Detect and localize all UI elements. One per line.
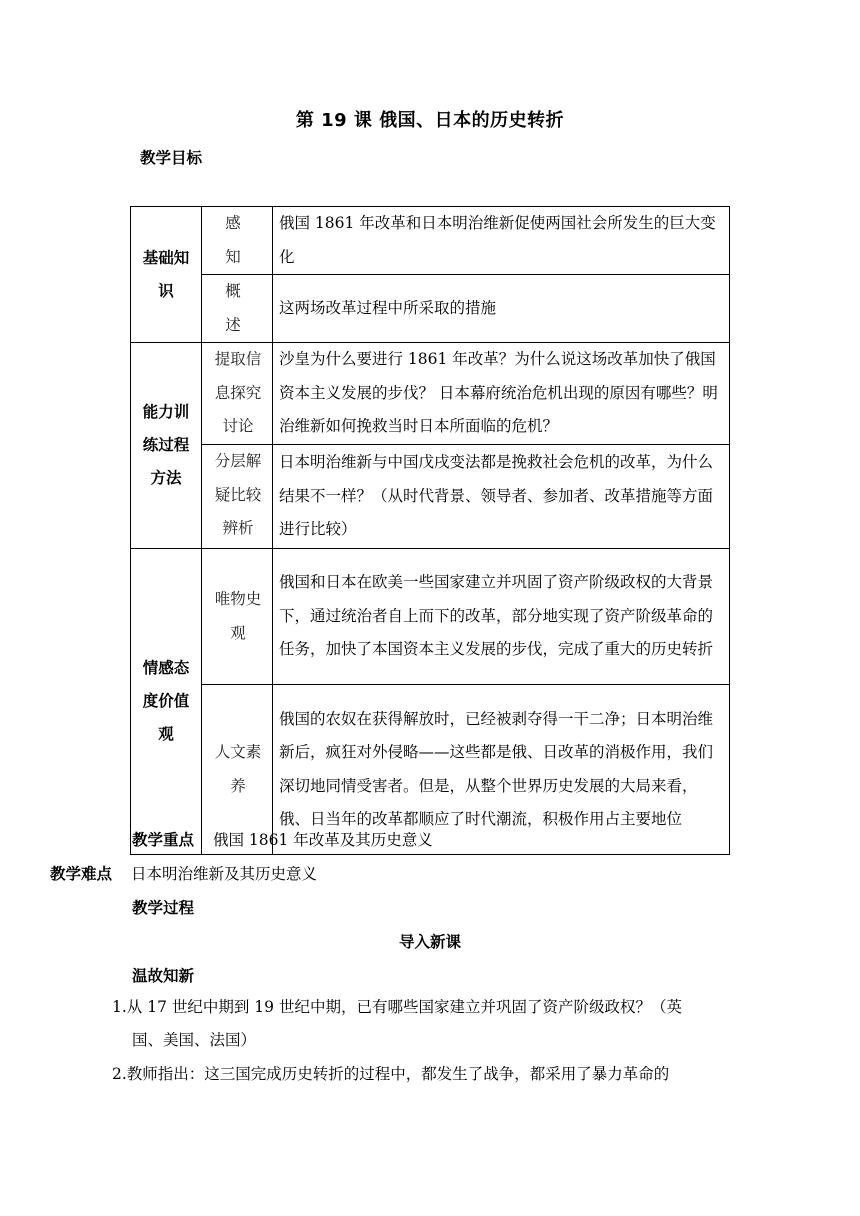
category-label: 情感态度价值 观 — [142, 659, 190, 743]
sub-label — [202, 343, 273, 445]
table-cell-text: 俄国的农奴在获得解放时，已经被剥夺得一干二净；日本明治维新后，疯狂对外侵略——这些都是俄、日改革的消极作用，我们深切地同情受害者。但是，从整个世界历史发展的大局来看，俄、日当年的改革都顺应了时代潮流，积极作用占主要地位 — [273, 685, 730, 855]
table-row — [131, 445, 730, 549]
sub-label-text: 人文素养 — [214, 743, 262, 795]
table-cell-text: 这两场改革过程中所采取的措施 — [273, 275, 730, 343]
review-heading: 温故知新 — [132, 967, 195, 985]
difficult-point-label: 教学难点 — [50, 865, 113, 883]
key-point-label: 教学重点 — [132, 831, 195, 849]
table-cell-text: 沙皇为什么要进行 1861 年改革？为什么说这场改革加快了俄国资本主义发展的步伐？ 日本幕府统治危机出现的原因有哪些？明治维新如何挽救当时日本所面临的危机？ — [273, 343, 730, 445]
key-point — [132, 828, 433, 850]
category-emotion — [131, 549, 202, 855]
list-item-line: 1.从 17 世纪中期到 19 世纪中期，已有哪些国家建立并巩固了资产阶级政权？（英 — [112, 998, 682, 1016]
category-ability — [131, 343, 202, 549]
table-row — [131, 549, 730, 685]
difficult-point-text: 日本明治维新及其历史意义 — [130, 865, 317, 883]
list-item — [112, 991, 682, 1057]
list-item-line: 国、美国、法国） — [132, 1031, 257, 1049]
category-label: 基础知识 — [142, 248, 190, 300]
key-point-text: 俄国 1861 年改革及其历史意义 — [212, 831, 433, 849]
table-cell-text: 俄国 1861 年改革和日本明治维新促使两国社会所发生的巨大变化 — [273, 207, 730, 275]
sub-label — [202, 445, 273, 549]
difficult-point — [50, 862, 317, 884]
table-row — [131, 343, 730, 445]
sub-label: 概 述 — [202, 275, 273, 343]
sub-label — [202, 549, 273, 685]
objectives-table — [130, 206, 730, 855]
table-cell-text: 俄国和日本在欧美一些国家建立并巩固了资产阶级政权的大背景下，通过统治者自上而下的改革，部分地实现了资产阶级革命的任务，加快了本国资本主义发展的步伐，完成了重大的历史转折 — [273, 549, 730, 685]
list-item-line: 2.教师指出：这三国完成历史转折的过程中，都发生了战争，都采用了暴力革命的 — [112, 1065, 670, 1083]
sub-label-text: 分层解疑比较辨析 — [214, 452, 262, 537]
sub-label: 感 知 — [202, 207, 273, 275]
sub-label-text: 提取信息探究讨论 — [214, 350, 262, 435]
table-row — [131, 207, 730, 275]
process-heading: 教学过程 — [132, 899, 195, 917]
table-row — [131, 275, 730, 343]
intro-heading: 导入新课 — [398, 933, 461, 951]
table-cell-text: 日本明治维新与中国戊戌变法都是挽救社会危机的改革，为什么结果不一样？（从时代背景、领导者、参加者、改革措施等方面进行比较） — [273, 445, 730, 549]
list-item — [112, 1058, 669, 1091]
page-title: 第 19 课 俄国、日本的历史转折 — [295, 110, 565, 131]
category-basic-knowledge — [131, 207, 202, 343]
category-label: 能力训练过程方法 — [142, 403, 190, 487]
section-heading-goals: 教学目标 — [140, 149, 203, 167]
sub-label-text: 唯物史观 — [214, 590, 262, 642]
